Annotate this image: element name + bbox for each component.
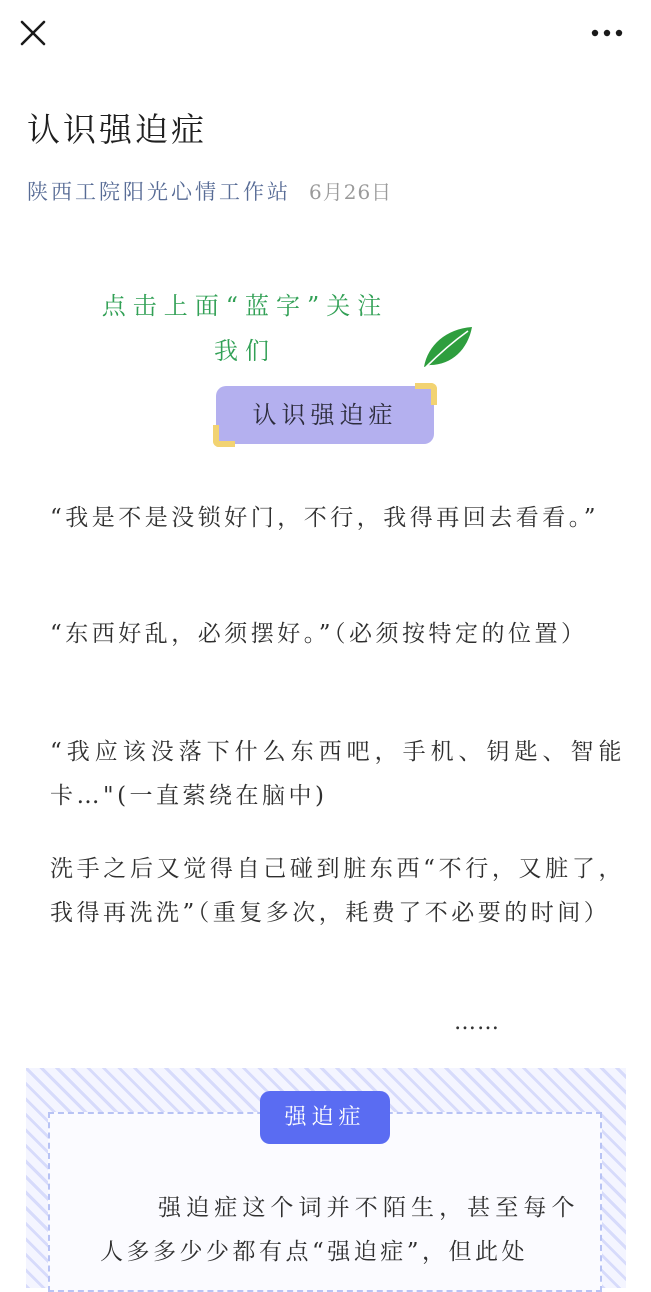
close-icon[interactable]: [18, 18, 48, 48]
section-tag: 强迫症: [260, 1091, 390, 1144]
publish-date: 6月26日: [309, 180, 393, 204]
ellipsis-text: ……: [454, 1010, 500, 1035]
account-name-link[interactable]: 陕西工院阳光心情工作站: [27, 180, 291, 204]
section-title-pill: [216, 386, 434, 444]
follow-line-2: 我们: [214, 337, 276, 365]
section-paragraph: 强迫症这个词并不陌生，甚至每个人多多少少都有点“强迫症”，但此处: [100, 1195, 578, 1265]
paragraph-2: “东西好乱，必须摆好。”（必须按特定的位置）: [50, 621, 588, 647]
paragraph-4: 洗手之后又觉得自己碰到脏东西“不行，又脏了，我得再洗洗”（重复多次，耗费了不必要的时间）: [50, 856, 625, 926]
page-title: 认识强迫症: [27, 110, 207, 149]
paragraph-3: “我应该没落下什么东西吧，手机、钥匙、智能卡…"(一直萦绕在脑中): [50, 739, 625, 809]
more-dots-icon[interactable]: [589, 20, 625, 46]
article-meta: [27, 176, 392, 206]
paragraph-1: “我是不是没锁好门，不行，我得再回去看看。”: [50, 505, 600, 531]
pill-label: 认识强迫症: [252, 401, 398, 429]
follow-line-1: 点击上面“蓝字”关注: [101, 292, 389, 320]
top-bar: [0, 0, 651, 66]
leaf-icon: [420, 323, 476, 373]
follow-prompt: [60, 284, 430, 374]
